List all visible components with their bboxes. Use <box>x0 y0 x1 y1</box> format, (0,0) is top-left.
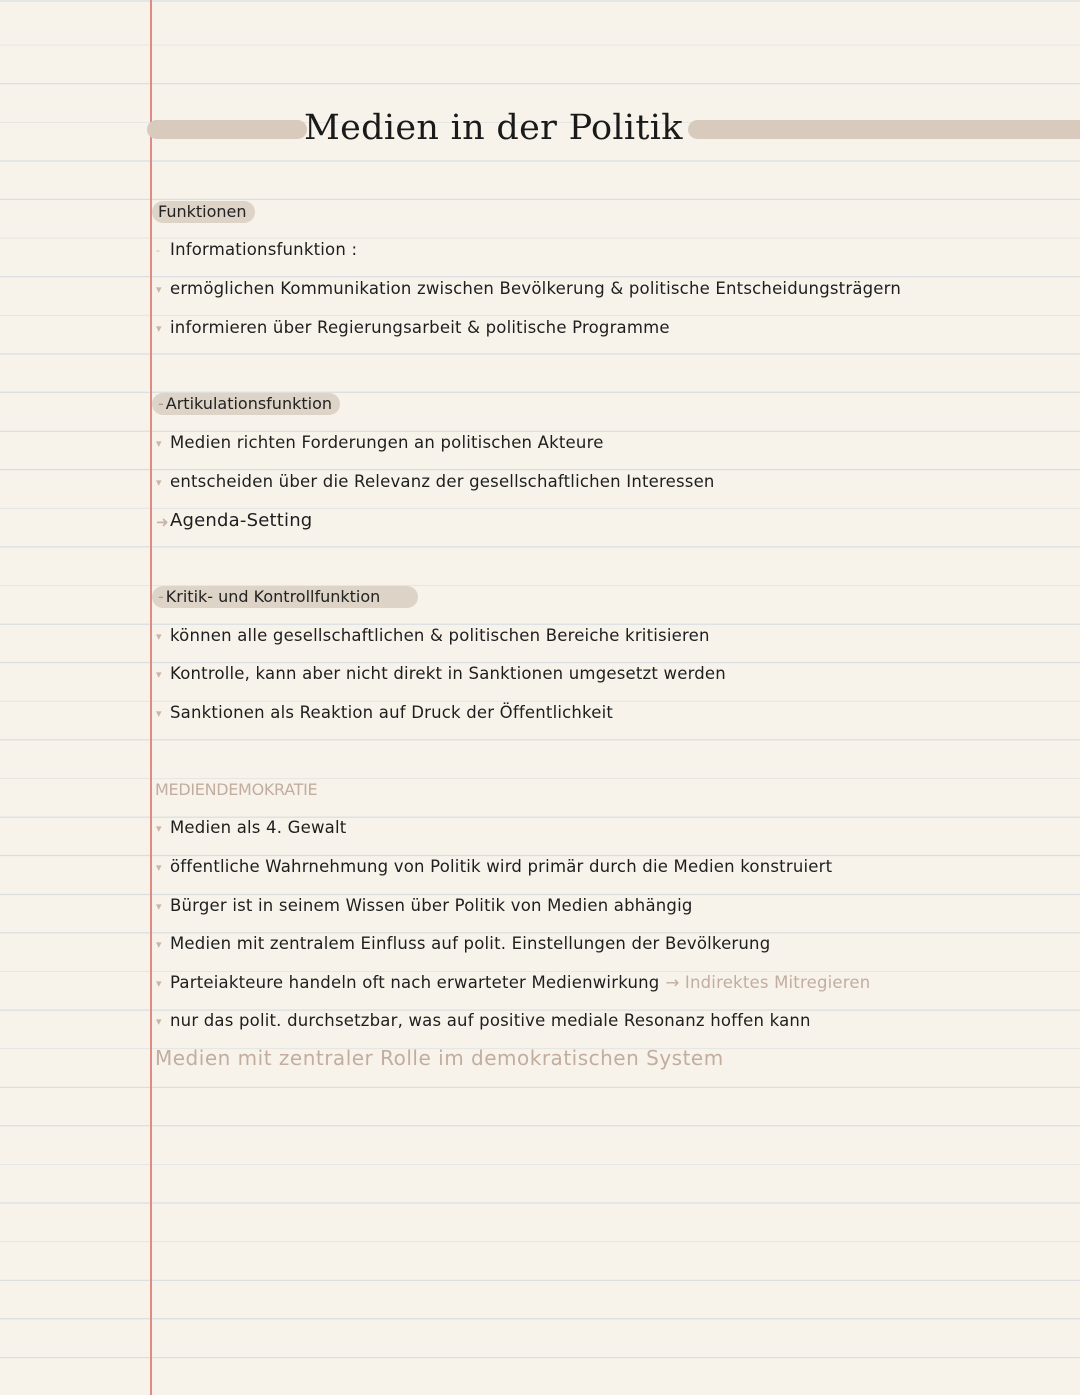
list-item: ▾ informieren über Regierungsarbeit & politische Programme <box>156 318 670 337</box>
bullet-icon: ▾ <box>156 822 162 835</box>
list-item: ▾ Medien richten Forderungen an politischen Akteure <box>156 433 604 452</box>
section-heading-mediendemokratie: MEDIENDEMOKRATIE <box>155 780 318 799</box>
list-item: ▾ können alle gesellschaftlichen & politischen Bereiche kritisieren <box>156 626 710 645</box>
list-item: ▾ nur das polit. durchsetzbar, was auf positive mediale Resonanz hoffen kann <box>156 1011 811 1030</box>
title-underline-right <box>688 120 1080 139</box>
bullet-icon: ▾ <box>156 977 162 990</box>
section-heading-funktionen: Funktionen <box>152 201 255 223</box>
closing-statement: Medien mit zentraler Rolle im demokratischen System <box>155 1046 724 1070</box>
bullet-icon: ▾ <box>156 1015 162 1028</box>
title-underline-left <box>147 120 307 139</box>
arrow-right-icon: ➜ <box>156 512 169 531</box>
bullet-icon: ▾ <box>156 861 162 874</box>
list-item: ▾ Kontrolle, kann aber nicht direkt in Sanktionen umgesetzt werden <box>156 664 726 683</box>
page-title: Medien in der Politik <box>304 108 683 148</box>
list-item: ▾ öffentliche Wahrnehmung von Politik wird primär durch die Medien konstruiert <box>156 857 833 876</box>
bullet-icon: ▾ <box>156 668 162 681</box>
section-heading-kritik: - Kritik- und Kontrollfunktion <box>152 586 418 608</box>
section-heading-artikulation: - Artikulationsfunktion <box>152 393 340 415</box>
bullet-icon: ▾ <box>156 630 162 643</box>
bullet-icon: ▾ <box>156 322 162 335</box>
list-item: ▾ ermöglichen Kommunikation zwischen Bevölkerung & politische Entscheidungsträgern <box>156 279 902 298</box>
bullet-icon: ▾ <box>156 283 162 296</box>
dash-bullet: - <box>156 244 161 257</box>
bullet-icon: ▾ <box>156 707 162 720</box>
list-item: ▾ Parteiakteure handeln oft nach erwarteter Medienwirkung → Indirektes Mitregieren <box>156 973 871 992</box>
bullet-icon: ▾ <box>156 437 162 450</box>
bullet-icon: ▾ <box>156 476 162 489</box>
list-item: ▾ Sanktionen als Reaktion auf Druck der Öffentlichkeit <box>156 703 614 722</box>
list-item: ▾ Bürger ist in seinem Wissen über Politik von Medien abhängig <box>156 896 693 915</box>
list-item: ▾ entscheiden über die Relevanz der gesellschaftlichen Interessen <box>156 472 715 491</box>
bullet-icon: ▾ <box>156 900 162 913</box>
list-item: ▾ Medien mit zentralem Einfluss auf polit. Einstellungen der Bevölkerung <box>156 934 771 953</box>
list-item-arrow: ➜Agenda-Setting <box>156 510 313 531</box>
bullet-icon: ▾ <box>156 938 162 951</box>
sub-heading-informationsfunktion: - Informationsfunktion : <box>156 240 358 259</box>
indirect-governing-note: → Indirektes Mitregieren <box>665 973 871 992</box>
list-item: ▾ Medien als 4. Gewalt <box>156 818 347 837</box>
